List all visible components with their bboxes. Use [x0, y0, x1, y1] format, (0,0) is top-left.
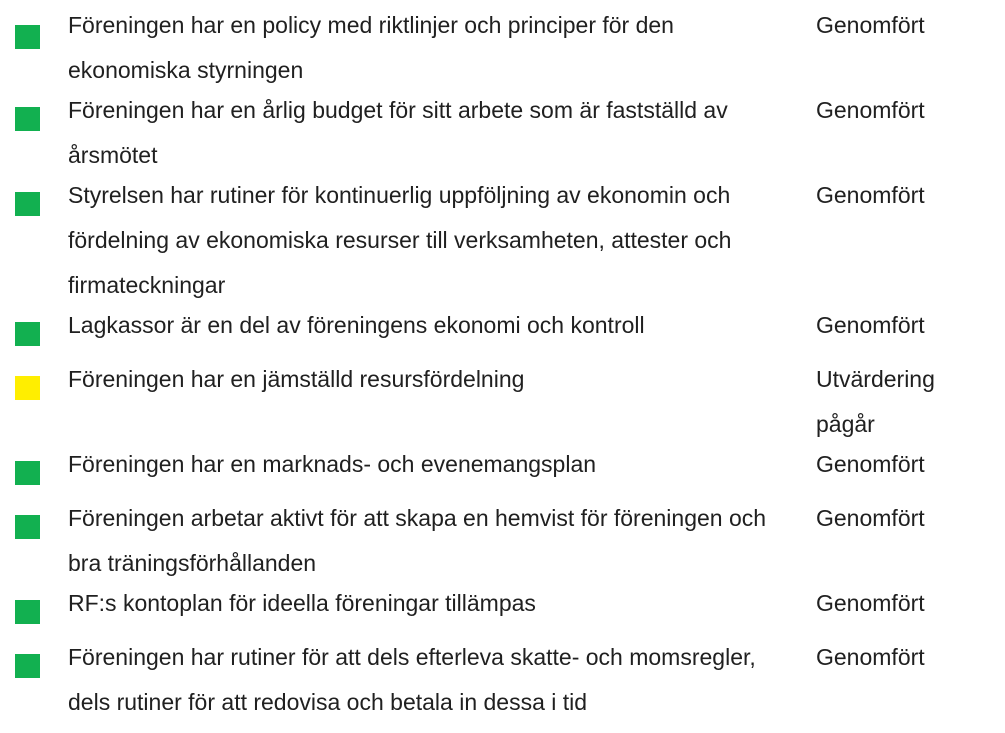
item-text: Lagkassor är en del av föreningens ekonomi och kontroll: [68, 312, 645, 338]
status-square-icon: [15, 654, 40, 678]
item-text: Föreningen har rutiner för att dels efterleva skatte- och momsregler, dels rutiner för att redovisa och betala in dessa i tid: [68, 644, 756, 715]
item-text: Styrelsen har rutiner för kontinuerlig uppföljning av ekonomin och fördelning av ekonomiska resurser till verksamheten, attester och firmateckningar: [68, 182, 732, 298]
status-text: Genomfört: [816, 12, 925, 38]
status-square-icon: [15, 25, 40, 49]
status-text: Genomfört: [816, 97, 925, 123]
status-text: Genomfört: [816, 644, 925, 670]
status-square-icon: [15, 515, 40, 539]
status-square-icon: [15, 461, 40, 485]
item-text: Föreningen har en jämställd resursfördelning: [68, 366, 525, 392]
status-square-icon: [15, 600, 40, 624]
status-text: Genomfört: [816, 182, 925, 208]
item-text: Föreningen har en policy med riktlinjer och principer för den ekonomiska styrningen: [68, 12, 674, 83]
status-text: Genomfört: [816, 505, 925, 531]
status-square-icon: [15, 322, 40, 346]
status-text: Genomfört: [816, 590, 925, 616]
status-square-icon: [15, 107, 40, 131]
item-text: RF:s kontoplan för ideella föreningar tillämpas: [68, 590, 536, 616]
status-text: Utvärdering pågår: [816, 366, 935, 437]
status-text: Genomfört: [816, 451, 925, 477]
status-square-icon: [15, 376, 40, 400]
status-text: Genomfört: [816, 312, 925, 338]
item-text: Föreningen har en årlig budget för sitt arbete som är fastställd av årsmötet: [68, 97, 728, 168]
status-square-icon: [15, 192, 40, 216]
item-text: Föreningen har en marknads- och evenemangsplan: [68, 451, 597, 477]
item-text: Föreningen arbetar aktivt för att skapa en hemvist för föreningen och bra träningsförhållanden: [68, 505, 767, 576]
